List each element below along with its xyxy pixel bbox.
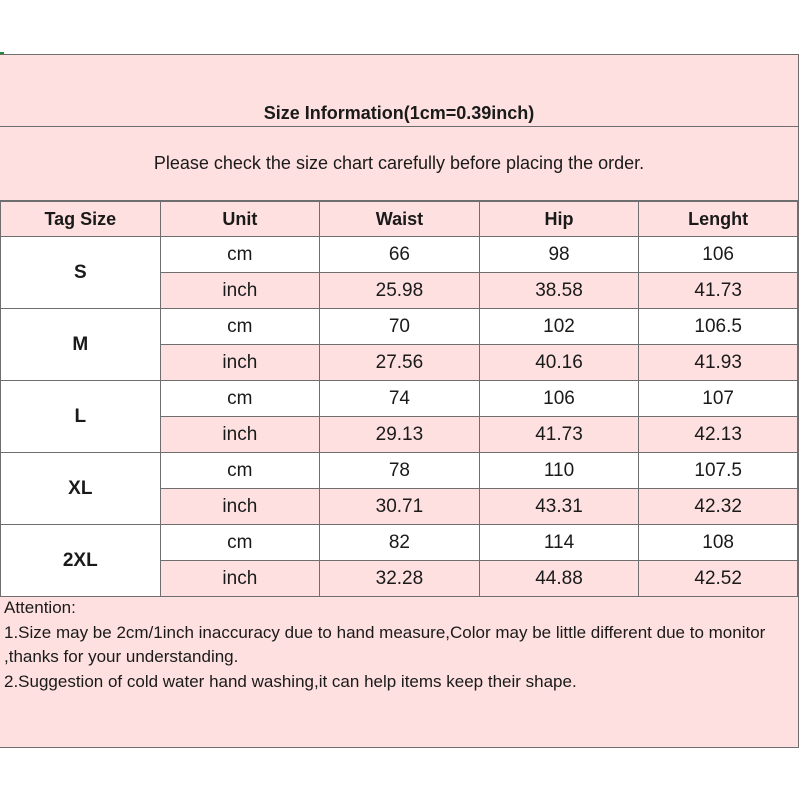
table-row: [1, 237, 798, 273]
hip-cell: 98: [479, 237, 639, 273]
waist-cell: 74: [320, 381, 480, 417]
length-cell: 42.32: [639, 489, 798, 525]
waist-cell: 66: [320, 237, 480, 273]
attention-notes: [4, 596, 796, 694]
hip-cell: 43.31: [479, 489, 639, 525]
unit-cell: cm: [160, 525, 320, 561]
waist-cell: 82: [320, 525, 480, 561]
length-cell: 42.52: [639, 561, 798, 597]
waist-cell: 27.56: [320, 345, 480, 381]
attention-line-1: 1.Size may be 2cm/1inch inaccuracy due to hand measure,Color may be little different due to monitor ,thanks for your understanding.: [4, 622, 766, 666]
hip-cell: 40.16: [479, 345, 639, 381]
length-cell: 106.5: [639, 309, 798, 345]
tag-size-cell: L: [1, 381, 161, 453]
unit-cell: cm: [160, 453, 320, 489]
waist-cell: 25.98: [320, 273, 480, 309]
size-chart-title: Size Information(1cm=0.39inch): [0, 55, 798, 127]
length-cell: 108: [639, 525, 798, 561]
hip-cell: 106: [479, 381, 639, 417]
tag-size-cell: S: [1, 237, 161, 309]
waist-cell: 32.28: [320, 561, 480, 597]
length-cell: 42.13: [639, 417, 798, 453]
header-tag-size: Tag Size: [1, 202, 161, 237]
attention-heading: Attention:: [4, 598, 76, 617]
hip-cell: 110: [479, 453, 639, 489]
waist-cell: 78: [320, 453, 480, 489]
table-row: [1, 381, 798, 417]
unit-cell: inch: [160, 561, 320, 597]
table-row: [1, 453, 798, 489]
unit-cell: inch: [160, 273, 320, 309]
unit-cell: inch: [160, 489, 320, 525]
length-cell: 41.93: [639, 345, 798, 381]
size-table: [0, 201, 798, 597]
tag-size-cell: 2XL: [1, 525, 161, 597]
waist-cell: 29.13: [320, 417, 480, 453]
hip-cell: 44.88: [479, 561, 639, 597]
header-length: Lenght: [639, 202, 798, 237]
hip-cell: 38.58: [479, 273, 639, 309]
table-row: [1, 309, 798, 345]
header-hip: Hip: [479, 202, 639, 237]
hip-cell: 114: [479, 525, 639, 561]
unit-cell: cm: [160, 381, 320, 417]
length-cell: 107: [639, 381, 798, 417]
tag-size-cell: XL: [1, 453, 161, 525]
length-cell: 41.73: [639, 273, 798, 309]
hip-cell: 102: [479, 309, 639, 345]
attention-line-2: 2.Suggestion of cold water hand washing,it can help items keep their shape.: [4, 671, 577, 691]
unit-cell: cm: [160, 309, 320, 345]
size-chart-notice: Please check the size chart carefully before placing the order.: [0, 127, 798, 201]
waist-cell: 30.71: [320, 489, 480, 525]
length-cell: 107.5: [639, 453, 798, 489]
unit-cell: cm: [160, 237, 320, 273]
table-header-row: [1, 202, 798, 237]
header-waist: Waist: [320, 202, 480, 237]
tag-size-cell: M: [1, 309, 161, 381]
header-unit: Unit: [160, 202, 320, 237]
unit-cell: inch: [160, 345, 320, 381]
table-row: [1, 525, 798, 561]
length-cell: 106: [639, 237, 798, 273]
unit-cell: inch: [160, 417, 320, 453]
waist-cell: 70: [320, 309, 480, 345]
hip-cell: 41.73: [479, 417, 639, 453]
